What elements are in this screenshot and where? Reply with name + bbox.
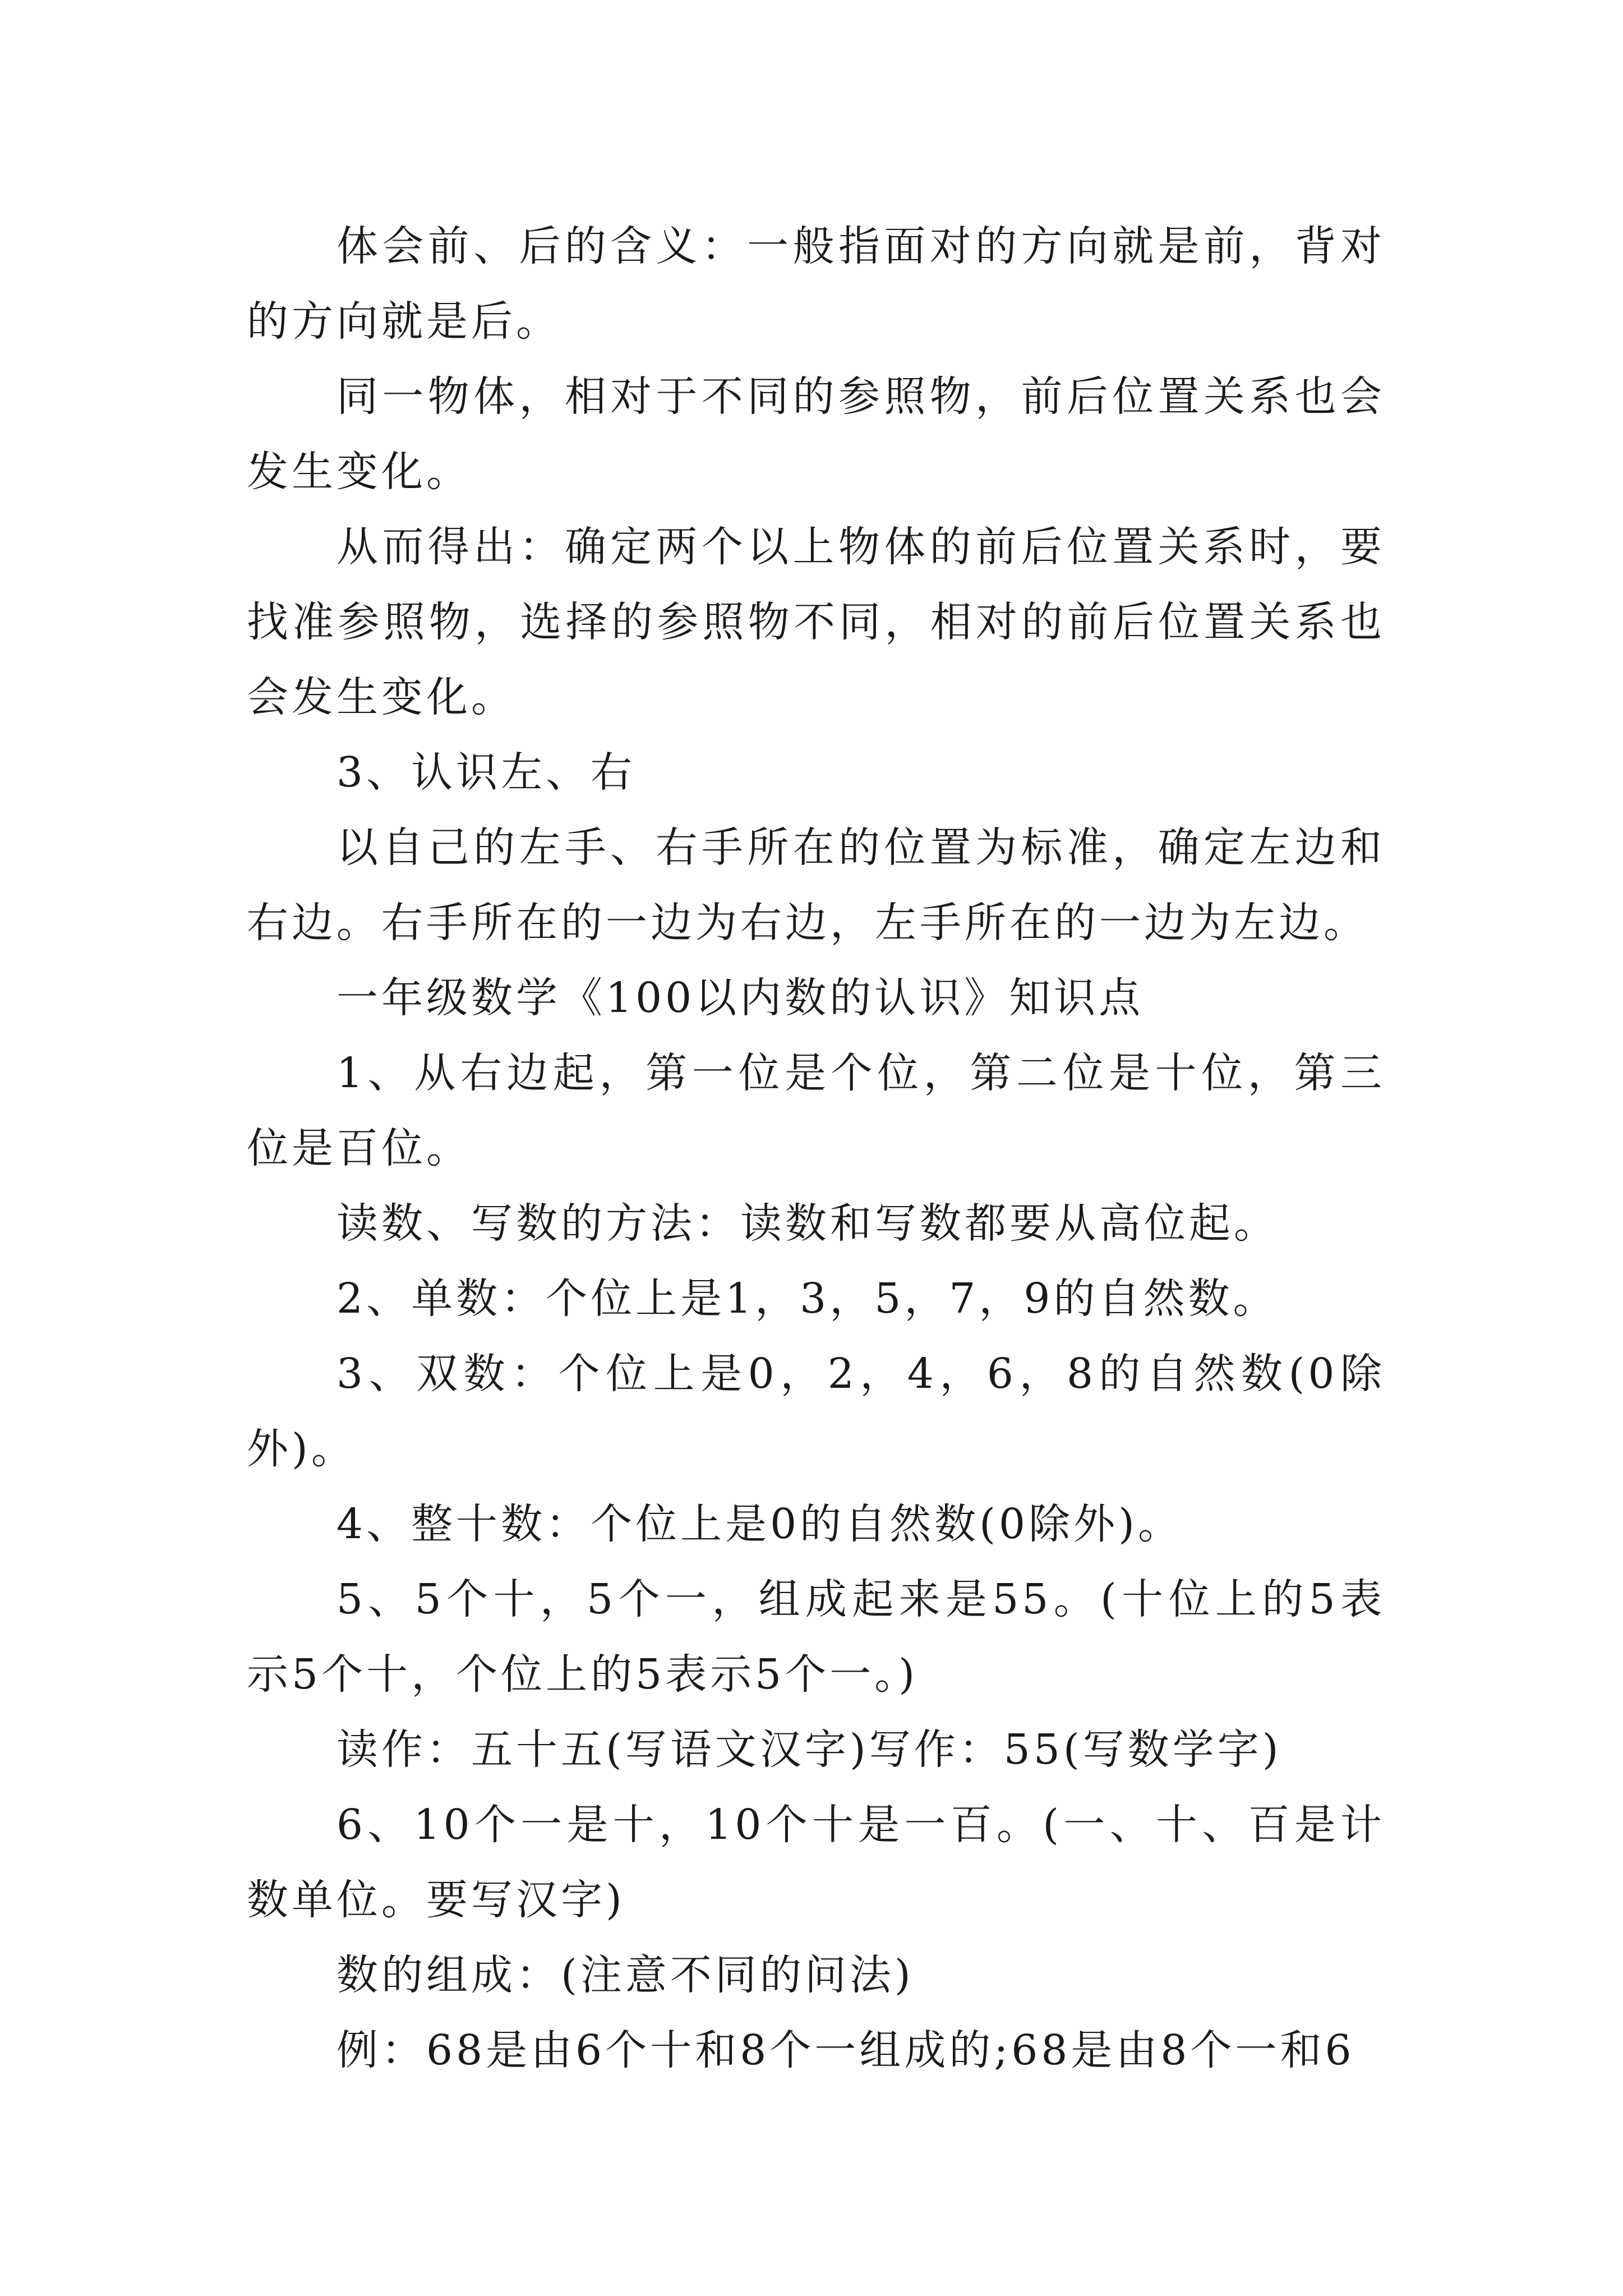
paragraph: 以自己的左手、右手所在的位置为标准，确定左边和右边。右手所在的一边为右边，左手所在的一边为左边。	[247, 823, 1385, 947]
paragraph: 6、10个一是十，10个十是一百。(一、十、百是计数单位。要写汉字)	[247, 1801, 1385, 1924]
paragraph: 5、5个十，5个一，组成起来是55。(十位上的5表示5个十，个位上的5表示5个一。)	[247, 1575, 1385, 1699]
document-body	[247, 209, 1385, 2088]
paragraph: 读数、写数的方法：读数和写数都要从高位起。	[336, 1199, 1279, 1248]
paragraph: 1、从右边起，第一位是个位，第二位是十位，第三位是百位。	[247, 1049, 1385, 1172]
paragraph: 2、单数：个位上是1，3，5，7，9的自然数。	[336, 1274, 1278, 1323]
paragraph: 同一物体，相对于不同的参照物，前后位置关系也会发生变化。	[247, 372, 1385, 496]
section-heading: 一年级数学《100以内数的认识》知识点	[336, 974, 1144, 1022]
paragraph: 4、整十数：个位上是0的自然数(0除外)。	[336, 1500, 1183, 1548]
paragraph: 例：68是由6个十和8个一组成的;68是由8个一和6	[336, 2026, 1355, 2074]
paragraph: 从而得出：确定两个以上物体的前后位置关系时，要找准参照物，选择的参照物不同，相对的前后位置关系也会发生变化。	[247, 523, 1385, 721]
paragraph: 体会前、后的含义：一般指面对的方向就是前，背对的方向就是后。	[247, 222, 1385, 346]
paragraph: 数的组成：(注意不同的问法)	[336, 1951, 914, 1999]
paragraph: 3、双数：个位上是0，2，4，6，8的自然数(0除外)。	[247, 1350, 1385, 1473]
section-heading: 3、认识左、右	[336, 748, 636, 797]
paragraph: 读作：五十五(写语文汉字)写作：55(写数学字)	[336, 1726, 1282, 1774]
